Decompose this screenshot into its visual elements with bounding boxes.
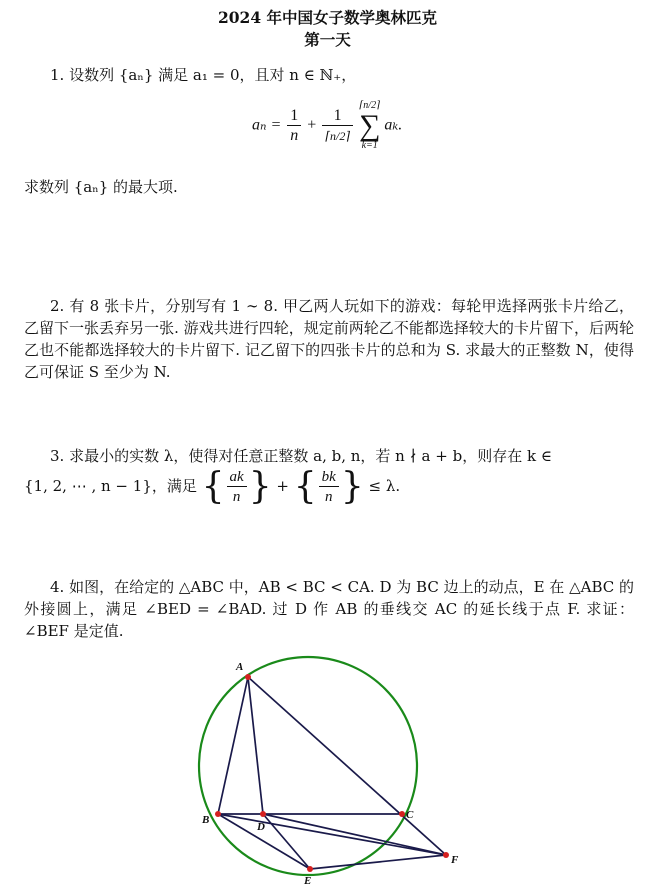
problem-2-text: 有 8 张卡片，分别写有 1 ∼ 8. 甲乙两人玩如下的游戏：每轮甲选择两张卡片给乙，乙留下一张丢弃另一张. 游戏共进行四轮，规定前两轮乙不能都选择较大的卡片留下，后两轮乙也不能都选择较大的卡片留下. 记乙留下的四张卡片的总和为 S. 求最大的正整数 N，使得乙可保证 S 至少为 N. [24,297,634,381]
fraction-bk-denominator: n [325,488,333,505]
problem-1-formula [252,100,402,152]
label-e: E [304,875,312,887]
fraction-1-denominator: n [290,126,299,144]
point-a [245,674,251,680]
page-subtitle: 第一天 [304,30,351,49]
point-e [307,866,313,872]
fraction-1 [287,107,301,146]
label-a: A [236,661,244,673]
point-f [443,852,449,858]
problem-3-text-b: {1, 2, ⋯ , n − 1}，满足 [24,477,197,495]
fraction-2-denominator: ⌈n/2⌉ [325,128,351,143]
geometry-figure [190,650,480,888]
circumcircle [199,657,417,875]
plus-sign-3: + [276,477,289,495]
plus-sign: + [307,116,317,134]
sum-lower-limit: k=1 [361,140,378,151]
fraction-ak-numerator: ak [227,468,247,487]
problem-number: 4. [50,578,65,596]
segment-ad [248,677,263,814]
point-d [260,811,266,817]
problem-1-intro-text: 设数列 {aₙ} 满足 a₁ = 0，且对 n ∈ ℕ₊， [69,66,357,84]
fraction-ak-n [227,468,247,507]
figure-lines [218,677,446,869]
problem-3-text-a: 求最小的实数 λ，使得对任意正整数 a, b, n，若 n ∤ a + b，则存在 k ∈ [69,447,552,465]
summation [359,100,380,152]
problem-4-text: 如图，在给定的 △ABC 中，AB < BC < CA. D 为 BC 边上的动点，E 在 △ABC 的外接圆上，满足 ∠BED = ∠BAD. 过 D 作 AB 的垂线交 AC 的延长线于点 F. 求证：∠BEF 是定值. [24,578,634,640]
left-brace-icon: { [293,466,317,507]
label-f: F [451,854,459,866]
label-b: B [202,814,210,826]
fraction-2 [322,107,353,146]
sum-upper-limit: ⌈n/2⌉ [359,100,380,111]
segment-ef [310,855,446,869]
problem-1-question: 求数列 {aₙ} 的最大项. [24,178,178,196]
problem-4 [24,576,634,642]
fraction-2-numerator: 1 [322,107,353,126]
right-brace-icon: } [248,466,272,507]
sum-term: aₖ. [384,116,403,134]
point-b [215,811,221,817]
problem-number: 1. [50,66,65,84]
fraction-1-numerator: 1 [287,107,301,126]
label-d: D [257,821,265,833]
sigma-icon: ∑ [359,109,381,142]
left-brace-icon: { [201,466,225,507]
problem-1-intro [50,64,630,86]
right-brace-icon: } [340,466,364,507]
problem-3-line-2 [24,466,400,507]
segment-df [263,814,446,855]
formula-lhs: aₙ = [252,116,282,134]
problem-number: 2. [50,297,65,315]
problem-2 [24,295,634,383]
problem-number: 3. [50,447,65,465]
fraction-bk-numerator: bk [319,468,339,487]
page-title: 2024 年中国女子数学奥林匹克 [217,8,438,27]
problem-3-tail: ≤ λ. [368,477,401,495]
fraction-bk-n [319,468,339,507]
label-c: C [406,809,414,821]
point-c [399,811,405,817]
fraction-ak-denominator: n [232,488,241,505]
problem-3-line-1 [24,445,634,467]
